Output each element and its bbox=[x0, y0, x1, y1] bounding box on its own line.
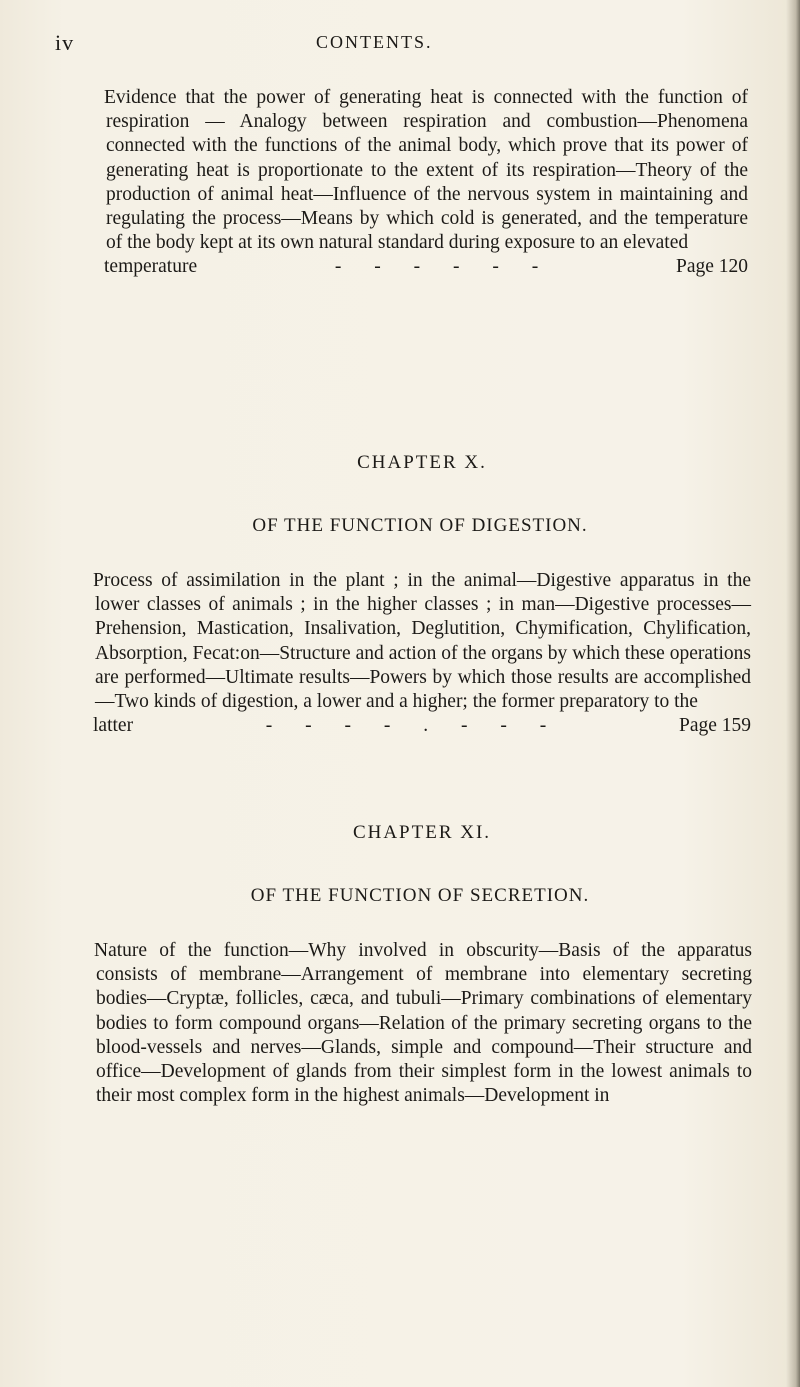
chapter-ix-summary bbox=[106, 86, 748, 280]
summary-last-line: temperature bbox=[104, 256, 198, 278]
dot-leader: - - - - . - - - bbox=[265, 715, 561, 737]
page-reference: Page 159 bbox=[678, 715, 751, 737]
page-reference-row bbox=[95, 714, 751, 738]
chapter-x-summary bbox=[95, 569, 751, 738]
page-header bbox=[0, 30, 800, 56]
page-reference-row bbox=[106, 255, 748, 279]
page-number: iv bbox=[55, 30, 75, 55]
chapter-xi-title: OF THE FUNCTION OF SECRETION. bbox=[250, 885, 590, 906]
page-reference: Page 120 bbox=[675, 256, 748, 278]
running-head: CONTENTS. bbox=[316, 32, 433, 52]
dot-leader: - - - - - - bbox=[334, 256, 553, 278]
chapter-x-title: OF THE FUNCTION OF DIGESTION. bbox=[252, 515, 588, 536]
summary-last-line: latter bbox=[93, 715, 134, 737]
page-edge-shadow bbox=[786, 0, 800, 1387]
summary-text: Process of assimilation in the plant ; in the animal—Digestive apparatus in the lower classes of animals ; in the higher classes ; in man—Digestive processes—Prehension, Mastication, Insalivation, Deglutition, Chymification, Chylification, Absorption, Fecat:on—Structure and action of the organs by which these operations are performed—Ultimate results—Powers by which those results are accomplished—Two kinds of digestion, a lower and a higher; the former preparatory to the bbox=[93, 570, 751, 713]
summary-text: Nature of the function—Why involved in obscurity—Basis of the apparatus consists of membrane—Arrangement of membrane into elementary secreting bodies—Cryptæ, follicles, cæca, and tubuli—Primary combinations of elementary bodies to form compound organs—Relation of the primary secreting organs to the blood-vessels and nerves—Glands, simple and compound—Their structure and office—Development of glands from their simplest form in the lowest animals to their most complex form in the highest animals—Development in bbox=[94, 940, 752, 1107]
chapter-xi-summary bbox=[96, 939, 752, 1108]
chapter-x-heading: CHAPTER X. bbox=[357, 452, 487, 473]
summary-text: Evidence that the power of generating heat is connected with the function of respiration — Analogy between respiration and combustion—Phenomena connected with the functions of the animal body, which prove that its power of generating heat is proportionate to the extent of its respiration—Theory of the production of animal heat—Influence of the nervous system in maintaining and regulating the process—Means by which cold is generated, and the temperature of the body kept at its own natural standard during exposure to an elevated bbox=[104, 87, 748, 254]
chapter-xi-heading: CHAPTER XI. bbox=[352, 822, 492, 843]
